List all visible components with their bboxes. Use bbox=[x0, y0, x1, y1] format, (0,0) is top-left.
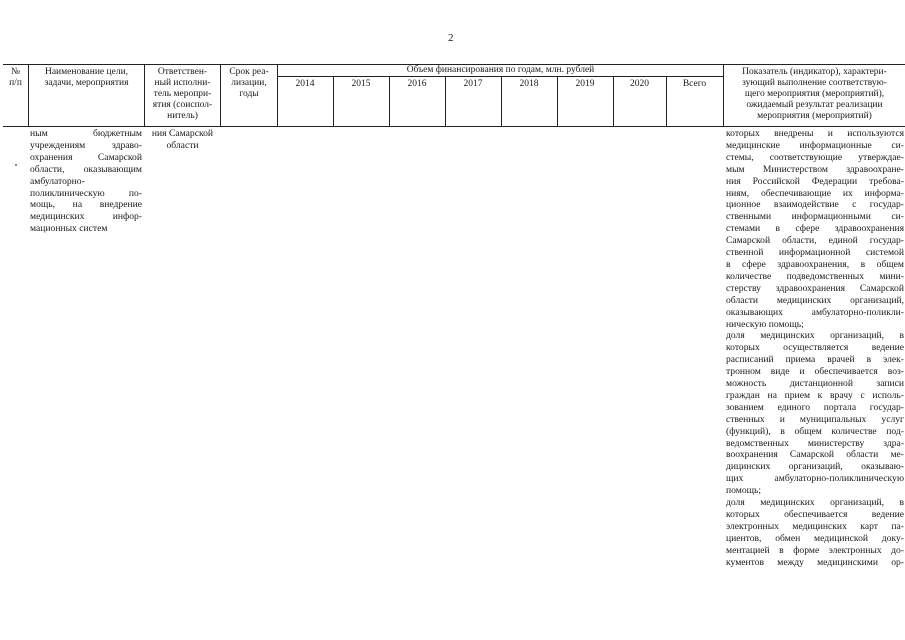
header-term: Срок реа- лизации, годы bbox=[229, 67, 269, 99]
row-indicator-line: щих амбулаторно-поликлиническую bbox=[726, 473, 904, 485]
row-indicator-line: тронном виде и обеспечивается воз- bbox=[726, 366, 904, 378]
row-indicator-line: которых обеспечивается ведение bbox=[726, 509, 904, 520]
row-indicator-line: которых осуществляется ведение bbox=[726, 342, 904, 354]
header-bottom-border bbox=[3, 126, 905, 127]
row-indicator-line: ментацией в форме электронных до- bbox=[726, 544, 904, 556]
row-indicator-line: ния Российской Федерации требова- bbox=[726, 175, 904, 187]
row-indicator-line: ственных и муниципальных услуг bbox=[726, 413, 904, 425]
row-indicator-line: в сфере здравоохранения, в общем bbox=[726, 258, 904, 270]
row-name-line: ным бюджетным bbox=[30, 128, 142, 139]
row-name-line: мощь, на внедрение bbox=[30, 199, 142, 211]
row-indicator-line: граждан на прием к врачу с исполь- bbox=[726, 389, 904, 401]
header-executor: Ответствен- ный исполни- тель меропри- ятия (соиспол- нитель) bbox=[152, 67, 213, 121]
row-executor-cell bbox=[145, 128, 220, 152]
row-indicator-line: циентов, обмен медицинской доку- bbox=[726, 532, 904, 544]
row-indicator-line: медицинские информационные си- bbox=[726, 139, 904, 151]
row-indicator-line: дицинских организаций, оказываю- bbox=[726, 461, 904, 473]
funding-header-divider bbox=[277, 76, 723, 77]
row-indicator-line: помощь; bbox=[726, 485, 762, 497]
row-indicator-line: количестве подведомственных мини- bbox=[726, 270, 904, 282]
header-year: 2015 bbox=[351, 79, 371, 89]
header-total: Всего bbox=[682, 79, 707, 89]
header-year: 2017 bbox=[463, 79, 483, 89]
scan-speck bbox=[15, 164, 17, 166]
header-funding: Объем финансирования по годам, млн. рублей bbox=[406, 65, 595, 75]
row-indicator-line: можность дистанционной записи bbox=[726, 378, 904, 390]
row-indicator-line: доля медицинских организаций, в bbox=[726, 497, 904, 509]
header-year: 2014 bbox=[295, 79, 315, 89]
row-indicator-line: ниям, обеспечивающие их информа- bbox=[726, 187, 904, 199]
row-executor-line: области bbox=[166, 139, 199, 151]
row-indicator-line: ственными информационными си- bbox=[726, 211, 904, 223]
row-name-line: учреждениям здраво- bbox=[30, 139, 142, 151]
row-indicator-line: ственной информационной системой bbox=[726, 247, 904, 259]
row-name-line: охранения Самарской bbox=[30, 151, 142, 163]
row-indicator-line: кументов между медицинскими ор- bbox=[726, 556, 904, 568]
header-year: 2019 bbox=[575, 79, 595, 89]
row-indicator-line: воохранения Самарской области ме- bbox=[726, 449, 904, 461]
row-indicator-line: оказывающих амбулаторно-поликли- bbox=[726, 306, 904, 318]
page-number: 2 bbox=[448, 32, 454, 44]
row-name-line: амбулаторно- bbox=[30, 175, 85, 187]
row-indicator-line: области медицинских организаций, bbox=[726, 294, 904, 306]
row-indicator-cell bbox=[726, 128, 904, 569]
row-name-line: мационных систем bbox=[30, 223, 108, 235]
row-name-line: области, оказывающим bbox=[30, 163, 142, 175]
row-indicator-line: электронных медицинских карт па- bbox=[726, 520, 904, 532]
row-indicator-line: расписаний приема врачей в элек- bbox=[726, 354, 904, 366]
row-indicator-line: стемами в сфере здравоохранения bbox=[726, 223, 904, 235]
header-number: № п/п bbox=[9, 67, 22, 88]
header-year: 2018 bbox=[519, 79, 539, 89]
header-name: Наименование цели, задачи, мероприятия bbox=[44, 67, 129, 88]
row-name-cell bbox=[30, 128, 142, 235]
row-indicator-line: ведомственных министерству здра- bbox=[726, 437, 904, 449]
row-name-line: медицинских инфор- bbox=[30, 211, 142, 223]
row-indicator-line: (функций), в общем количестве под- bbox=[726, 425, 904, 437]
row-indicator-line: мым Министерством здравоохране- bbox=[726, 163, 904, 175]
row-indicator-line: стемы, соответствующие утверждае- bbox=[726, 151, 904, 163]
row-executor-line: ния Самарской bbox=[151, 128, 214, 139]
row-indicator-line: доля медицинских организаций, в bbox=[726, 330, 904, 342]
row-name-line: поликлиническую по- bbox=[30, 187, 142, 199]
row-indicator-line: Самарской области, единой государ- bbox=[726, 235, 904, 247]
header-indicator: Показатель (индикатор), характери- зующий выполнение соответствую- щего мероприятия (мероприятий), ожидаемый результат реализации мероприятия (мероприятий) bbox=[742, 67, 887, 121]
row-indicator-line: стерству здравоохранения Самарской bbox=[726, 282, 904, 294]
row-indicator-line: зованием единого портала государ- bbox=[726, 401, 904, 413]
row-indicator-line: которых внедрены и используются bbox=[726, 128, 904, 139]
header-year: 2020 bbox=[630, 79, 649, 89]
row-indicator-line: ническую помощь; bbox=[726, 318, 804, 330]
row-indicator-line: ционное взаимодействие с государ- bbox=[726, 199, 904, 211]
header-year: 2016 bbox=[407, 79, 427, 89]
